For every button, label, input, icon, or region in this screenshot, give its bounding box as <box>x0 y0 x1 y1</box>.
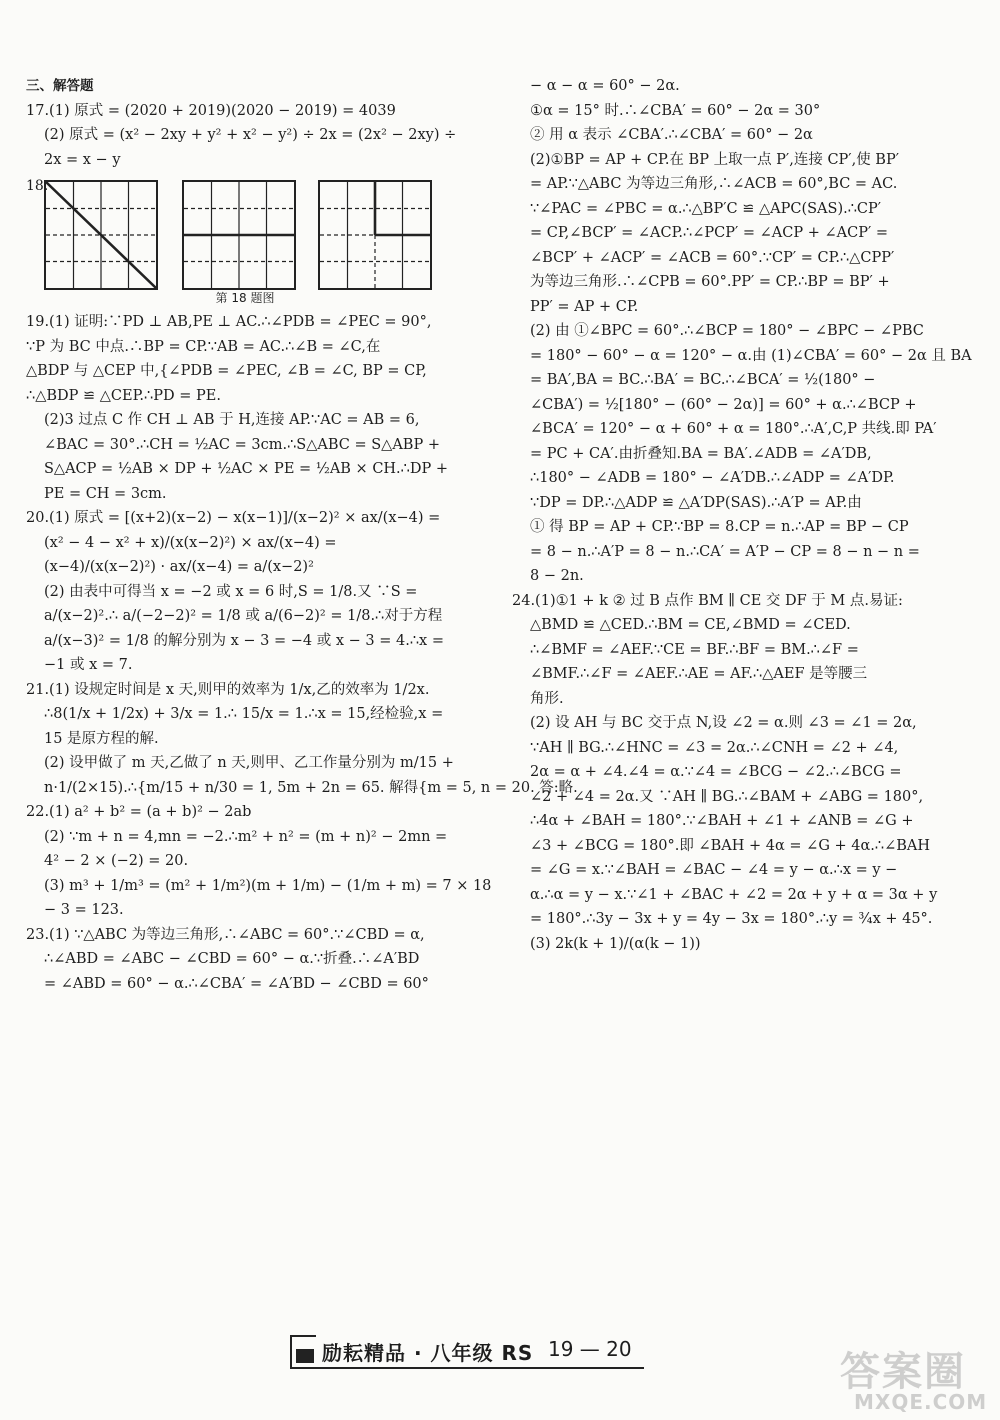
answer-line: ∵∠PAC = ∠PBC = α.∴△BP′C ≌ △APC(SAS).∴CP′ <box>530 200 882 217</box>
watermark-text: 答案圈 <box>840 1349 966 1395</box>
answer-line: (2)①BP = AP + CP.在 BP 上取一点 P′,连接 CP′,使 BP′ <box>530 151 900 168</box>
answer-line: (2) ∵m + n = 4,mn = −2.∴m² + n² = (m + n)² − 2mn = <box>44 828 448 845</box>
answer-line: (3) m³ + 1/m³ = (m² + 1/m²)(m + 1/m) − (1/m + m) = 7 × 18 <box>44 877 492 894</box>
grid-diagram-2 <box>182 180 296 290</box>
answer-line: 22.(1) a² + b² = (a + b)² − 2ab <box>26 804 252 820</box>
answer-line: PP′ = AP + CP. <box>530 298 639 315</box>
answer-line: = ∠ABD = 60° − α.∴∠CBA′ = ∠A′BD − ∠CBD = 60° <box>44 975 429 992</box>
answer-line: n·1/(2×15).∴{m/15 + n/30 = 1, 5m + 2n = 65. 解得{m = 5, n = 20. 答:略. <box>44 779 578 796</box>
answer-line: a/(x−2)².∴ a/(−2−2)² = 1/8 或 a/(6−2)² = 1/8.∴对于方程 <box>44 608 443 624</box>
answer-line: ① 得 BP = AP + CP.∵BP = 8.CP = n.∴AP = BP − CP <box>530 519 909 535</box>
answer-line: 8 − 2n. <box>530 568 584 584</box>
answer-line: = AP.∵△ABC 为等边三角形,∴∠ACB = 60°,BC = AC. <box>530 176 898 192</box>
answer-line: ∴180° − ∠ADB = 180° − ∠A′DB.∴∠ADP = ∠A′DP. <box>530 470 895 486</box>
answer-line: ①α = 15° 时.∴∠CBA′ = 60° − 2α = 30° <box>530 102 821 119</box>
watermark-url: MXQE.COM <box>854 1390 988 1414</box>
answer-line: 21.(1) 设规定时间是 x 天,则甲的效率为 1/x,乙的效率为 1/2x. <box>26 681 430 698</box>
figure-18-caption: 第 18 题图 <box>215 291 275 305</box>
answer-line: = PC + CA′.由折叠知.BA = BA′.∠ADB = ∠A′DB, <box>530 445 872 462</box>
answer-line: (2) 由表中可得当 x = −2 或 x = 6 时,S = 1/8.又 ∵S = <box>44 583 418 600</box>
answer-line: = 180°.∴3y − 3x + y = 4y − 3x = 180°.∴y = ¾x + 45°. <box>530 911 933 927</box>
answer-line: ∠BMF.∴∠F = ∠AEF.∴AE = AF.∴△AEF 是等腰三 <box>530 666 868 682</box>
answer-line: (2) 原式 = (x² − 2xy + y² + x² − y²) ÷ 2x = (2x² − 2xy) ÷ <box>44 127 457 143</box>
answer-line: ∠BAC = 30°.∴CH = ½AC = 3cm.∴S△ABC = S△ABP + <box>44 436 440 453</box>
answer-line: − 3 = 123. <box>44 902 124 918</box>
answer-line: a/(x−3)² = 1/8 的解分别为 x − 3 = −4 或 x − 3 = 4.∴x = <box>44 632 444 649</box>
answer-line: ∴4α + ∠BAH = 180°.∵∠BAH + ∠1 + ∠ANB = ∠G + <box>530 813 914 829</box>
answer-line: ∵AH ∥ BG.∴∠HNC = ∠3 = 2α.∴∠CNH = ∠2 + ∠4, <box>530 739 899 756</box>
answer-line: ∴8(1/x + 1/2x) + 3/x = 1.∴ 15/x = 1.∴x = 15,经检验,x = <box>44 706 444 722</box>
answer-line: ∠BCP′ + ∠ACP′ = ∠ACB = 60°.∵CP′ = CP.∴△CPP′ <box>530 249 895 266</box>
answer-line: △BMD ≌ △CED.∴BM = CE,∠BMD = ∠CED. <box>530 617 851 633</box>
answer-line: (2)3 过点 C 作 CH ⊥ AB 于 H,连接 AP.∵AC = AB = 6, <box>44 412 420 428</box>
answer-line: △BDP 与 △CEP 中,{∠PDB = ∠PEC, ∠B = ∠C, BP = CP, <box>26 363 427 379</box>
answer-line: 23.(1) ∵△ABC 为等边三角形,∴∠ABC = 60°.∵∠CBD = α, <box>26 926 425 943</box>
answer-line: = ∠G = x.∵∠BAH = ∠BAC − ∠4 = y − α.∴x = y − <box>530 862 898 878</box>
answer-line: 19.(1) 证明:∵PD ⊥ AB,PE ⊥ AC.∴∠PDB = ∠PEC = 90°, <box>26 314 432 330</box>
answer-line: α.∴α = y − x.∵∠1 + ∠BAC + ∠2 = 2α + y + α = 3α + y <box>530 886 938 903</box>
answer-line: 2x = x − y <box>44 151 121 168</box>
answer-line: = CP,∠BCP′ = ∠ACP.∴∠PCP′ = ∠ACP + ∠ACP′ = <box>530 225 889 241</box>
answer-line: 24.(1)①1 + k ② 过 B 点作 BM ∥ CE 交 DF 于 M 点.易证: <box>512 592 903 609</box>
answer-line: S△ACP = ½AB × DP + ½AC × PE = ½AB × CH.∴DP + <box>44 461 449 477</box>
figure-18-number: 18. <box>26 178 49 194</box>
page-footer <box>290 1331 645 1371</box>
answer-line: 17.(1) 原式 = (2020 + 2019)(2020 − 2019) = 4039 <box>26 102 396 119</box>
answer-line: (2) 由 ①∠BPC = 60°.∴∠BCP = 180° − ∠BPC − ∠PBC <box>530 323 924 339</box>
answer-line: = BA′,BA = BC.∴BA′ = BC.∴∠BCA′ = ½(180° − <box>530 372 876 388</box>
answer-line: (2) 设甲做了 m 天,乙做了 n 天,则甲、乙工作量分别为 m/15 + <box>44 755 454 771</box>
answer-line: 15 是原方程的解. <box>44 730 159 747</box>
answer-line: ∠CBA′) = ½[180° − (60° − 2α)] = 60° + α.∴∠BCP + <box>530 396 917 413</box>
section-heading: 三、解答题 <box>26 78 94 94</box>
answer-line: − α − α = 60° − 2α. <box>530 78 680 94</box>
answer-line: ∠2 + ∠4 = 2α.又 ∵AH ∥ BG.∴∠BAM + ∠ABG = 180°, <box>530 788 924 805</box>
right-column <box>512 74 972 956</box>
answer-line: ∵DP = DP.∴△ADP ≌ △A′DP(SAS).∴A′P = AP.由 <box>530 494 862 511</box>
watermark <box>840 1340 990 1416</box>
page-numbers: 19 — 20 <box>548 1337 632 1361</box>
answer-line: ∴∠BMF = ∠AEF.∵CE = BF.∴BF = BM.∴∠F = <box>530 641 859 658</box>
answer-line: 20.(1) 原式 = [(x+2)(x−2) − x(x−1)]/(x−2)² × ax/(x−4) = <box>26 510 441 526</box>
grid-diagram-3 <box>318 180 432 290</box>
answer-line: ② 用 α 表示 ∠CBA′.∴∠CBA′ = 60° − 2α <box>530 127 813 143</box>
answer-line: 为等边三角形.∴∠CPB = 60°.PP′ = CP.∴BP = BP′ + <box>530 274 890 290</box>
answer-line: 4² − 2 × (−2) = 20. <box>44 853 189 869</box>
footer-rule <box>314 1367 644 1369</box>
answer-line: (3) 2k(k + 1)/(α(k − 1)) <box>530 935 701 952</box>
answer-line: 2α = α + ∠4.∠4 = α.∵∠4 = ∠BCG − ∠2.∴∠BCG = <box>530 764 902 780</box>
answer-line: −1 或 x = 7. <box>44 657 133 673</box>
figure-18 <box>26 174 464 286</box>
answer-line: (x² − 4 − x² + x)/(x(x−2)²) × ax/(x−4) = <box>44 534 337 551</box>
answer-line: = 8 − n.∴A′P = 8 − n.∴CA′ = A′P − CP = 8 − n − n = <box>530 543 920 560</box>
answer-line: = 180° − 60° − α = 120° − α.由 (1)∠CBA′ = 60° − 2α 且 BA <box>530 347 972 364</box>
answer-line: 角形. <box>530 690 564 707</box>
answer-line: ∠BCA′ = 120° − α + 60° + α = 180°.∴A′,C,P 共线.即 PA′ <box>530 421 937 437</box>
answer-line: ∵P 为 BC 中点.∴BP = CP.∵AB = AC.∴∠B = ∠C,在 <box>26 338 381 355</box>
answer-line: (2) 设 AH 与 BC 交于点 N,设 ∠2 = α.则 ∠3 = ∠1 = 2α, <box>530 715 917 731</box>
answer-line: PE = CH = 3cm. <box>44 485 167 502</box>
book-title: 励耘精品 · 八年级 RS <box>322 1341 534 1365</box>
grid-diagram-1 <box>44 180 158 290</box>
brand-logo-box <box>290 1335 316 1369</box>
answer-line: ∠3 + ∠BCG = 180°.即 ∠BAH + 4α = ∠G + 4α.∴∠BAH <box>530 837 931 854</box>
answer-line: (x−4)/(x(x−2)²) · ax/(x−4) = a/(x−2)² <box>44 559 314 575</box>
answer-line: ∴∠ABD = ∠ABC − ∠CBD = 60° − α.∵折叠.∴∠A′BD <box>44 951 420 967</box>
answers-17 <box>26 99 464 173</box>
answer-line: ∴△BDP ≌ △CEP.∴PD = PE. <box>26 387 221 404</box>
